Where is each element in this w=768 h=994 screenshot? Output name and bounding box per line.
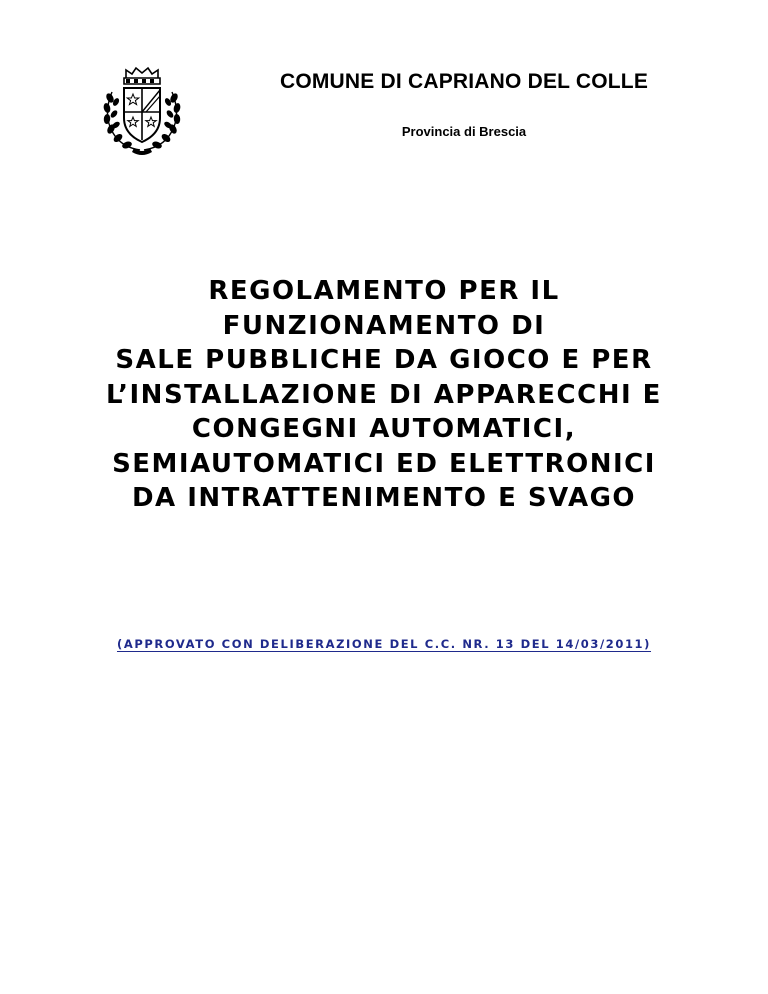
title-line: L’INSTALLAZIONE DI APPARECCHI E	[106, 379, 662, 410]
regulation-title	[24, 274, 744, 516]
municipality-name: COMUNE DI CAPRIANO DEL COLLE	[279, 70, 649, 93]
title-line: REGOLAMENTO PER IL	[208, 276, 560, 306]
title-line: SEMIAUTOMATICI ED ELETTRONICI	[112, 448, 656, 479]
coat-of-arms-icon	[96, 62, 188, 158]
title-line: CONGEGNI AUTOMATICI,	[191, 414, 577, 444]
province-name: Provincia di Brescia	[401, 124, 527, 139]
approval-note-link[interactable]: (APPROVATO CON DELIBERAZIONE DEL C.C. NR. 13 DEL 14/03/2011)	[116, 637, 652, 651]
title-line: FUNZIONAMENTO DI	[222, 310, 546, 341]
title-line: DA INTRATTENIMENTO E SVAGO	[131, 483, 637, 513]
title-line: SALE PUBBLICHE DA GIOCO E PER	[115, 345, 653, 375]
document-header	[0, 0, 768, 170]
